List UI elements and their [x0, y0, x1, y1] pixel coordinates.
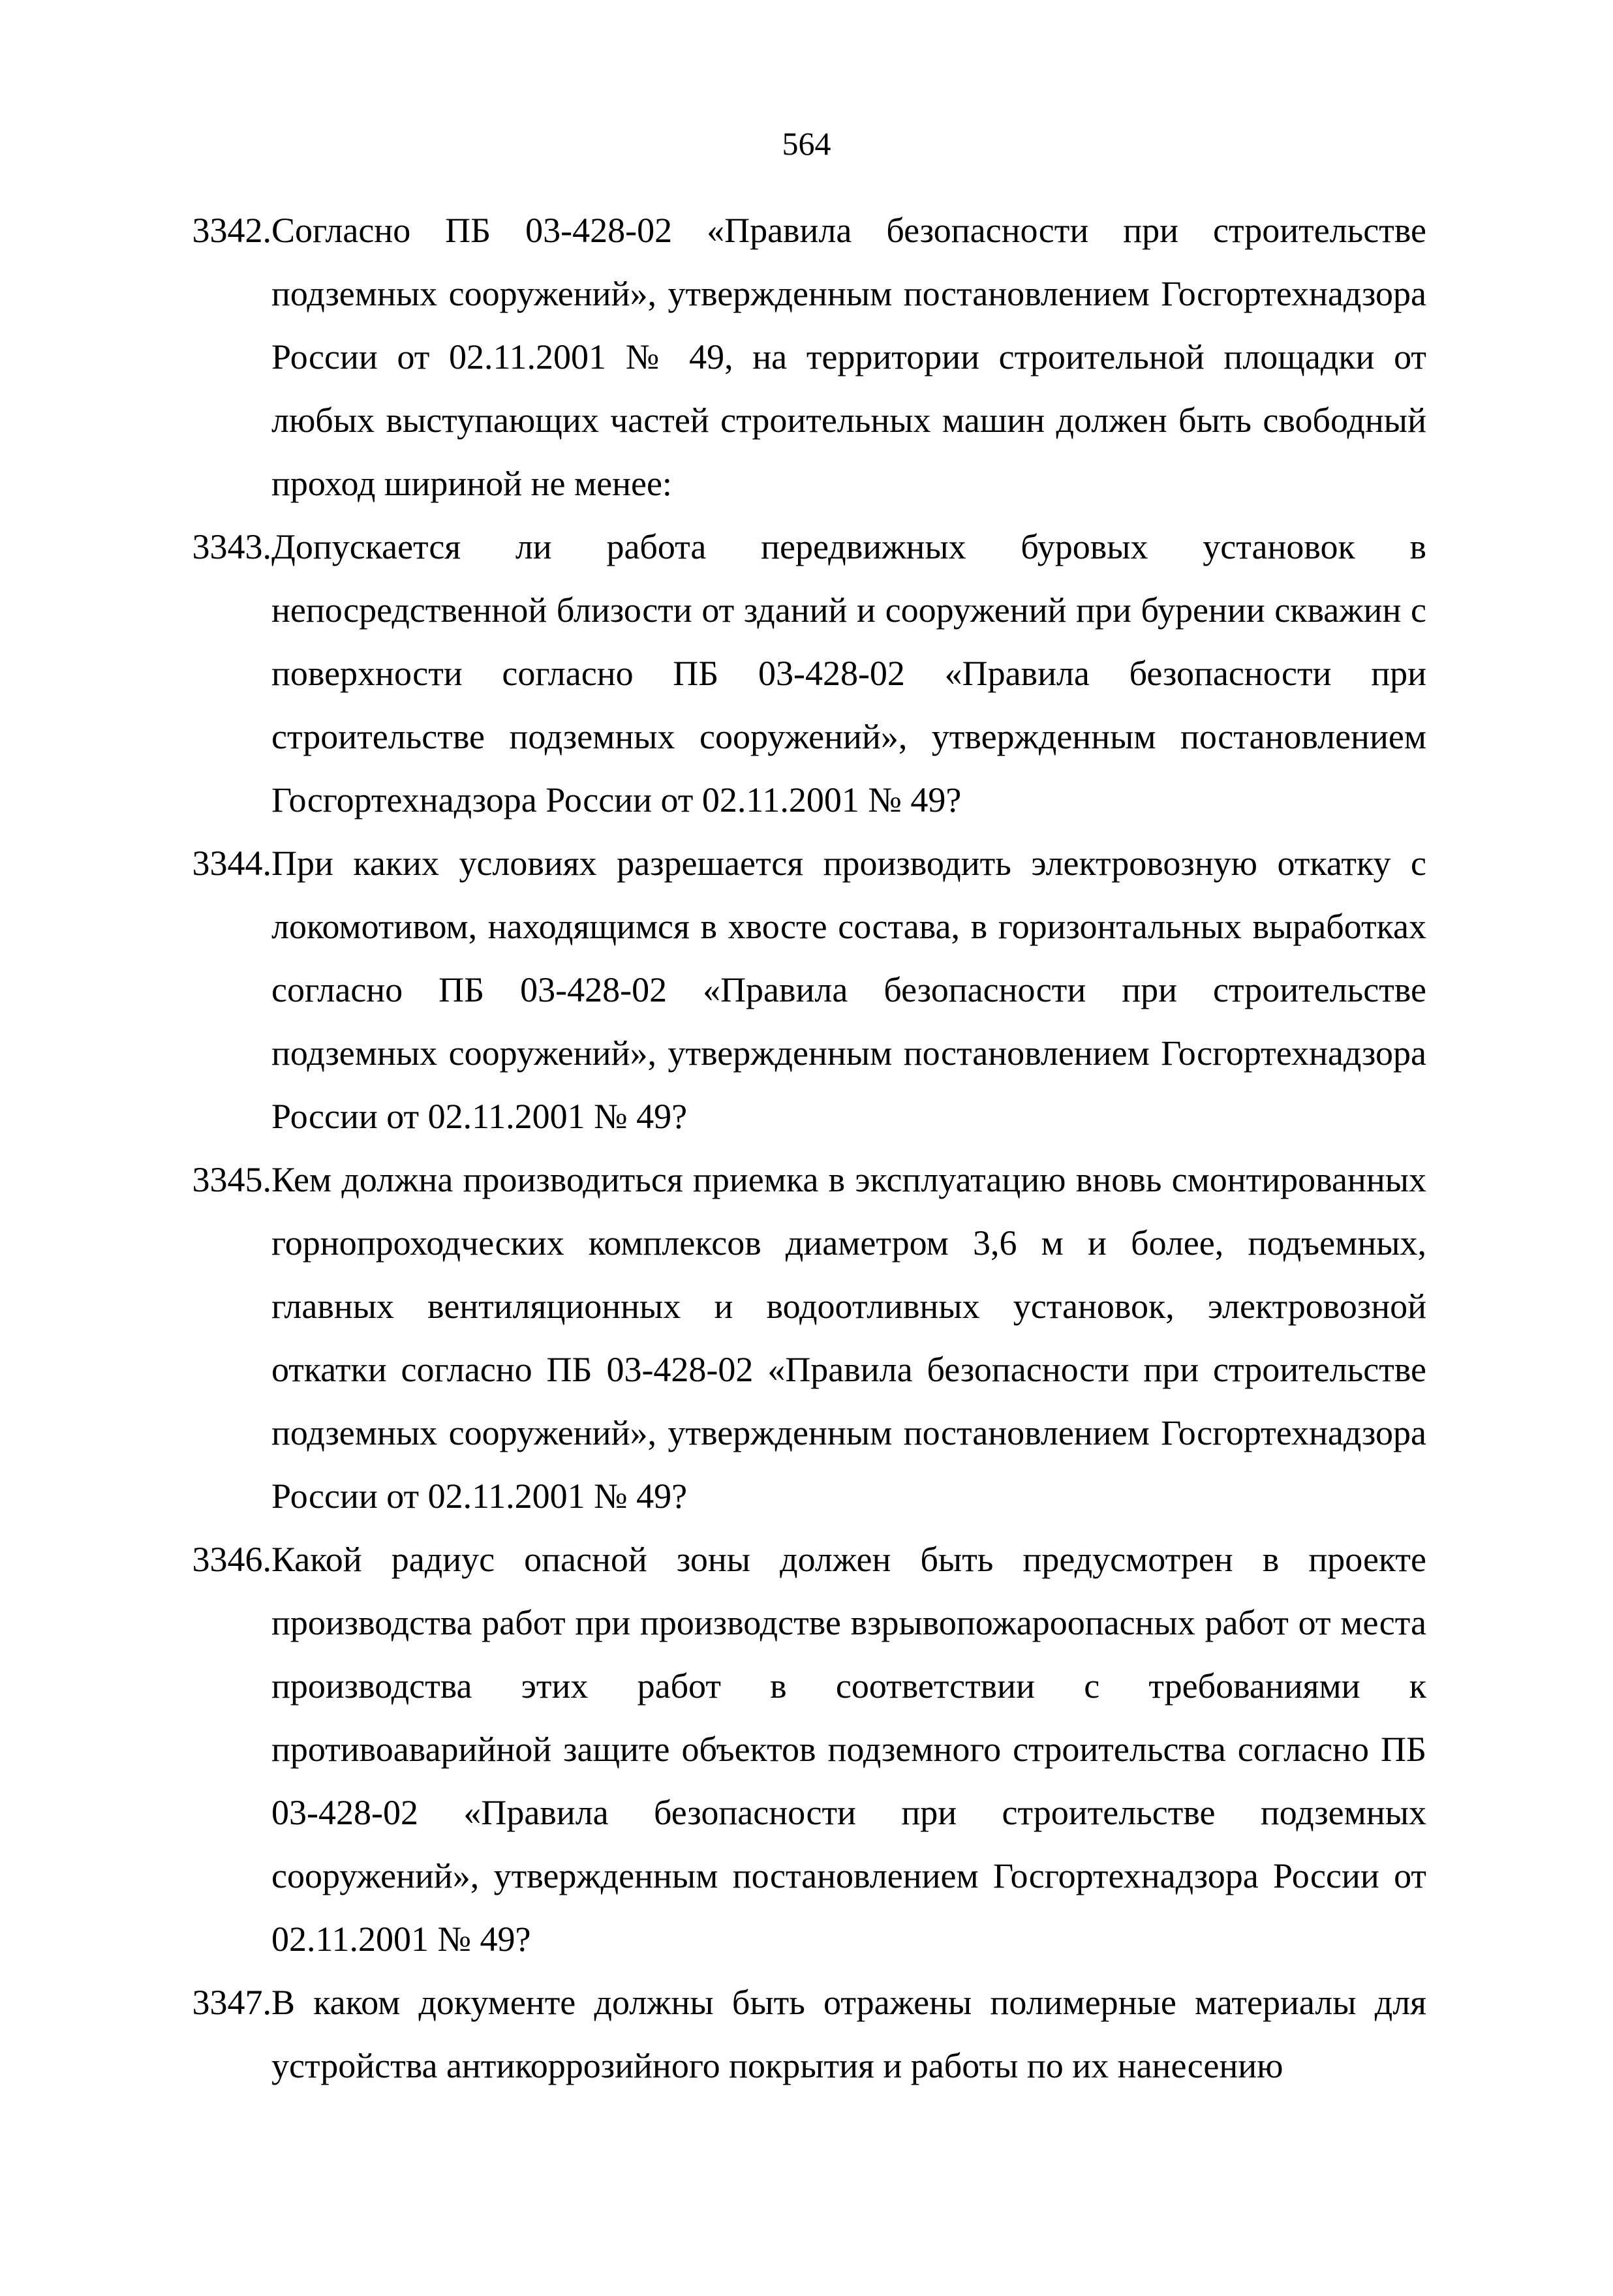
- question-item: [192, 1971, 1426, 2098]
- page-number: 564: [782, 125, 831, 162]
- question-number: 3343.: [192, 527, 271, 566]
- question-item: [192, 1528, 1426, 1971]
- question-text: Допускается ли работа передвижных буровых установок в непосредственной близости от зданий и сооружений при бурении скважин с поверхности согласно ПБ 03-428-02 «Правила безопасности при строительстве подземных сооружений», утвержденным постановлением Госгортехнадзора России от 02.11.2001 № 49?: [271, 527, 1426, 819]
- question-text: При каких условиях разрешается производить электровозную откатку с локомотивом, находящимся в хвосте состава, в горизонтальных выработках согласно ПБ 03-428-02 «Правила безопасности при строительстве подземных сооружений», утвержденным постановлением Госгортехнадзора России от 02.11.2001 № 49?: [271, 844, 1426, 1136]
- question-text: Какой радиус опасной зоны должен быть предусмотрен в проекте производства работ при производстве взрывопожароопасных работ от места производства этих работ в соответствии с требованиями к противоаварийной защите объектов подземного строительства согласно ПБ 03-428-02 «Правила безопасности при строительстве подземных сооружений», утвержденным постановлением Госгортехнадзора России от 02.11.2001 № 49?: [271, 1540, 1426, 1959]
- question-text: Кем должна производиться приемка в эксплуатацию вновь смонтированных горнопроходческих комплексов диаметром 3,6 м и более, подъемных, главных вентиляционных и водоотливных установок, электровозной откатки согласно ПБ 03-428-02 «Правила безопасности при строительстве подземных сооружений», утвержденным постановлением Госгортехнадзора России от 02.11.2001 № 49?: [271, 1160, 1426, 1516]
- question-text: В каком документе должны быть отражены полимерные материалы для устройства антикоррозийного покрытия и работы по их нанесению: [271, 1983, 1426, 2085]
- question-item: [192, 199, 1426, 515]
- question-text: Согласно ПБ 03-428-02 «Правила безопасности при строительстве подземных сооружений», утвержденным постановлением Госгортехнадзора России от 02.11.2001 № 49, на территории строительной площадки от любых выступающих частей строительных машин должен быть свободный проход шириной не менее:: [271, 211, 1426, 503]
- question-item: [192, 832, 1426, 1148]
- question-number: 3342.: [192, 211, 271, 250]
- question-number: 3344.: [192, 844, 271, 883]
- question-number: 3346.: [192, 1540, 271, 1579]
- question-item: [192, 1148, 1426, 1528]
- question-item: [192, 515, 1426, 832]
- question-number: 3347.: [192, 1983, 271, 2022]
- question-list: [192, 199, 1426, 2098]
- question-number: 3345.: [192, 1160, 271, 1199]
